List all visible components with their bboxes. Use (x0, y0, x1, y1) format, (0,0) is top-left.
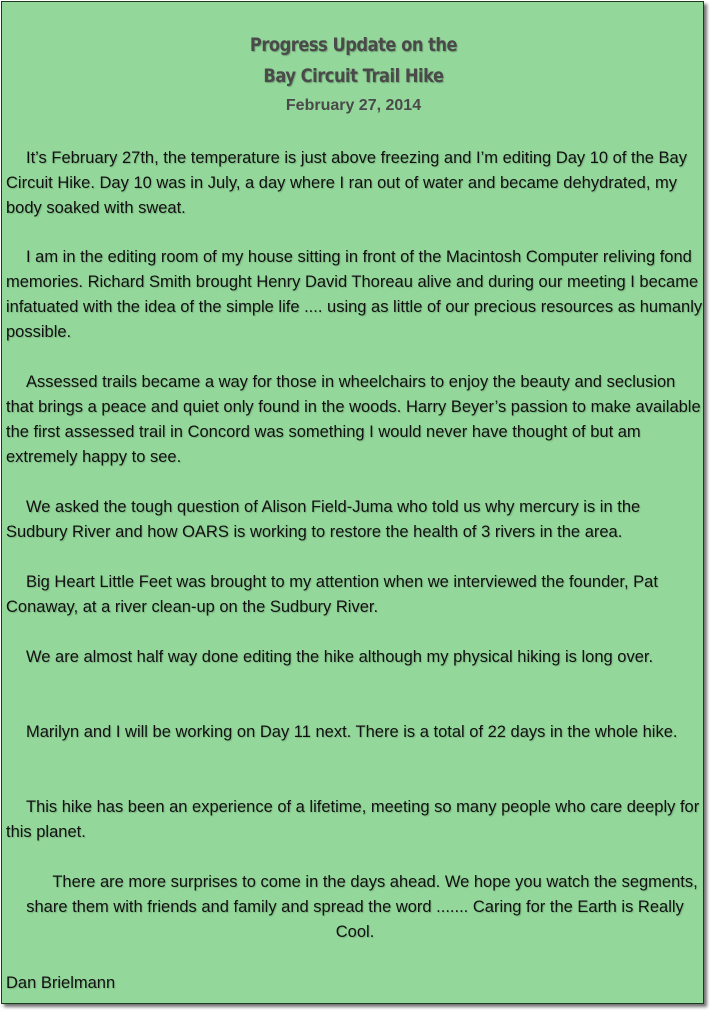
paragraph-9: There are more surprises to come in the days ahead. We hope you watch the segments, share them with friends and family and spread the word ....... Caring for the Earth is Really Cool. (26, 873, 698, 941)
signature: Dan Brielmann (6, 974, 116, 992)
paragraph-4: We asked the tough question of Alison Field-Juma who told us why mercury is in the Sudbury River and how OARS is working to restore the health of 3 rivers in the area. (6, 498, 641, 541)
paragraph-2: I am in the editing room of my house sitting in front of the Macintosh Computer reliving fond memories. Richard Smith brought Henry David Thoreau alive and during our meeting I became infatuated with the idea of the simple life .... using as little of our precious resources as humanly possible. (6, 248, 703, 341)
title-line-2: Bay Circuit Trail Hike (263, 65, 444, 87)
update-card (1, 1, 704, 1004)
paragraph-5: Big Heart Little Feet was brought to my attention when we interviewed the founder, Pat Conaway, at a river clean-up on the Sudbury River. (6, 573, 658, 616)
paragraph-6: We are almost half way done editing the hike although my physical hiking is long over. (26, 648, 654, 666)
paragraph-7: Marilyn and I will be working on Day 11 next. There is a total of 22 days in the whole hike. (26, 723, 678, 741)
paragraph-3: Assessed trails became a way for those in wheelchairs to enjoy the beauty and seclusion that brings a peace and quiet only found in the woods. Harry Beyer’s passion to make available the first assessed trail in Concord was something I would never have thought of but am extremely happy to see. (6, 373, 701, 466)
paragraph-8: This hike has been an experience of a lifetime, meeting so many people who care deeply for this planet. (6, 798, 700, 841)
paragraph-1: It’s February 27th, the temperature is just above freezing and I’m editing Day 10 of the Bay Circuit Hike. Day 10 was in July, a day where I ran out of water and became dehydrated, my body soaked with sweat. (6, 149, 687, 217)
title-line-1: Progress Update on the (249, 34, 458, 56)
date-line: February 27, 2014 (285, 97, 422, 114)
